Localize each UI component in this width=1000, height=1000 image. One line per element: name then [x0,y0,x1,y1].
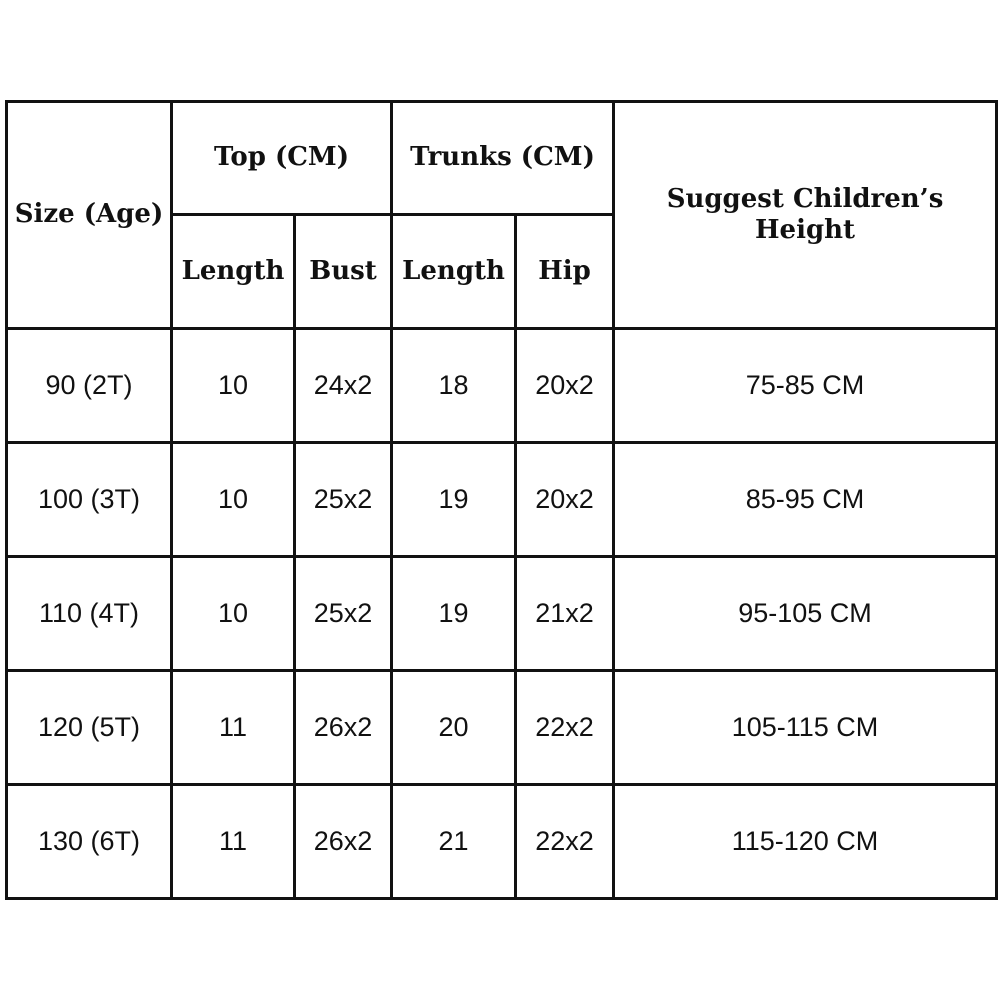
header-top-bust: Bust [295,215,392,329]
cell-size-age: 120 (5T) [7,671,172,785]
cell-trunks-hip: 20x2 [516,329,614,443]
header-row-groups [7,102,997,215]
cell-top-length: 10 [172,443,295,557]
cell-top-bust: 26x2 [295,785,392,899]
cell-top-length: 11 [172,785,295,899]
cell-trunks-length: 20 [392,671,516,785]
cell-trunks-hip: 21x2 [516,557,614,671]
cell-height: 115-120 CM [614,785,997,899]
header-suggested-height: Suggest Children’s Height [614,102,997,329]
cell-top-bust: 25x2 [295,443,392,557]
cell-top-bust: 26x2 [295,671,392,785]
cell-trunks-length: 21 [392,785,516,899]
size-chart-table [5,100,998,900]
cell-height: 75-85 CM [614,329,997,443]
cell-height: 105-115 CM [614,671,997,785]
cell-height: 95-105 CM [614,557,997,671]
cell-trunks-length: 18 [392,329,516,443]
cell-trunks-hip: 20x2 [516,443,614,557]
header-top-group: Top (CM) [172,102,392,215]
cell-size-age: 90 (2T) [7,329,172,443]
cell-trunks-length: 19 [392,443,516,557]
cell-trunks-hip: 22x2 [516,785,614,899]
header-size-age: Size (Age) [7,102,172,329]
cell-size-age: 110 (4T) [7,557,172,671]
cell-top-length: 11 [172,671,295,785]
cell-trunks-length: 19 [392,557,516,671]
header-trunks-length: Length [392,215,516,329]
header-trunks-group: Trunks (CM) [392,102,614,215]
table-row [7,671,997,785]
table-row [7,785,997,899]
cell-size-age: 130 (6T) [7,785,172,899]
table-row [7,443,997,557]
cell-top-bust: 25x2 [295,557,392,671]
header-top-length: Length [172,215,295,329]
table-row [7,329,997,443]
cell-size-age: 100 (3T) [7,443,172,557]
header-trunks-hip: Hip [516,215,614,329]
cell-top-bust: 24x2 [295,329,392,443]
cell-height: 85-95 CM [614,443,997,557]
cell-top-length: 10 [172,557,295,671]
cell-top-length: 10 [172,329,295,443]
cell-trunks-hip: 22x2 [516,671,614,785]
table-row [7,557,997,671]
